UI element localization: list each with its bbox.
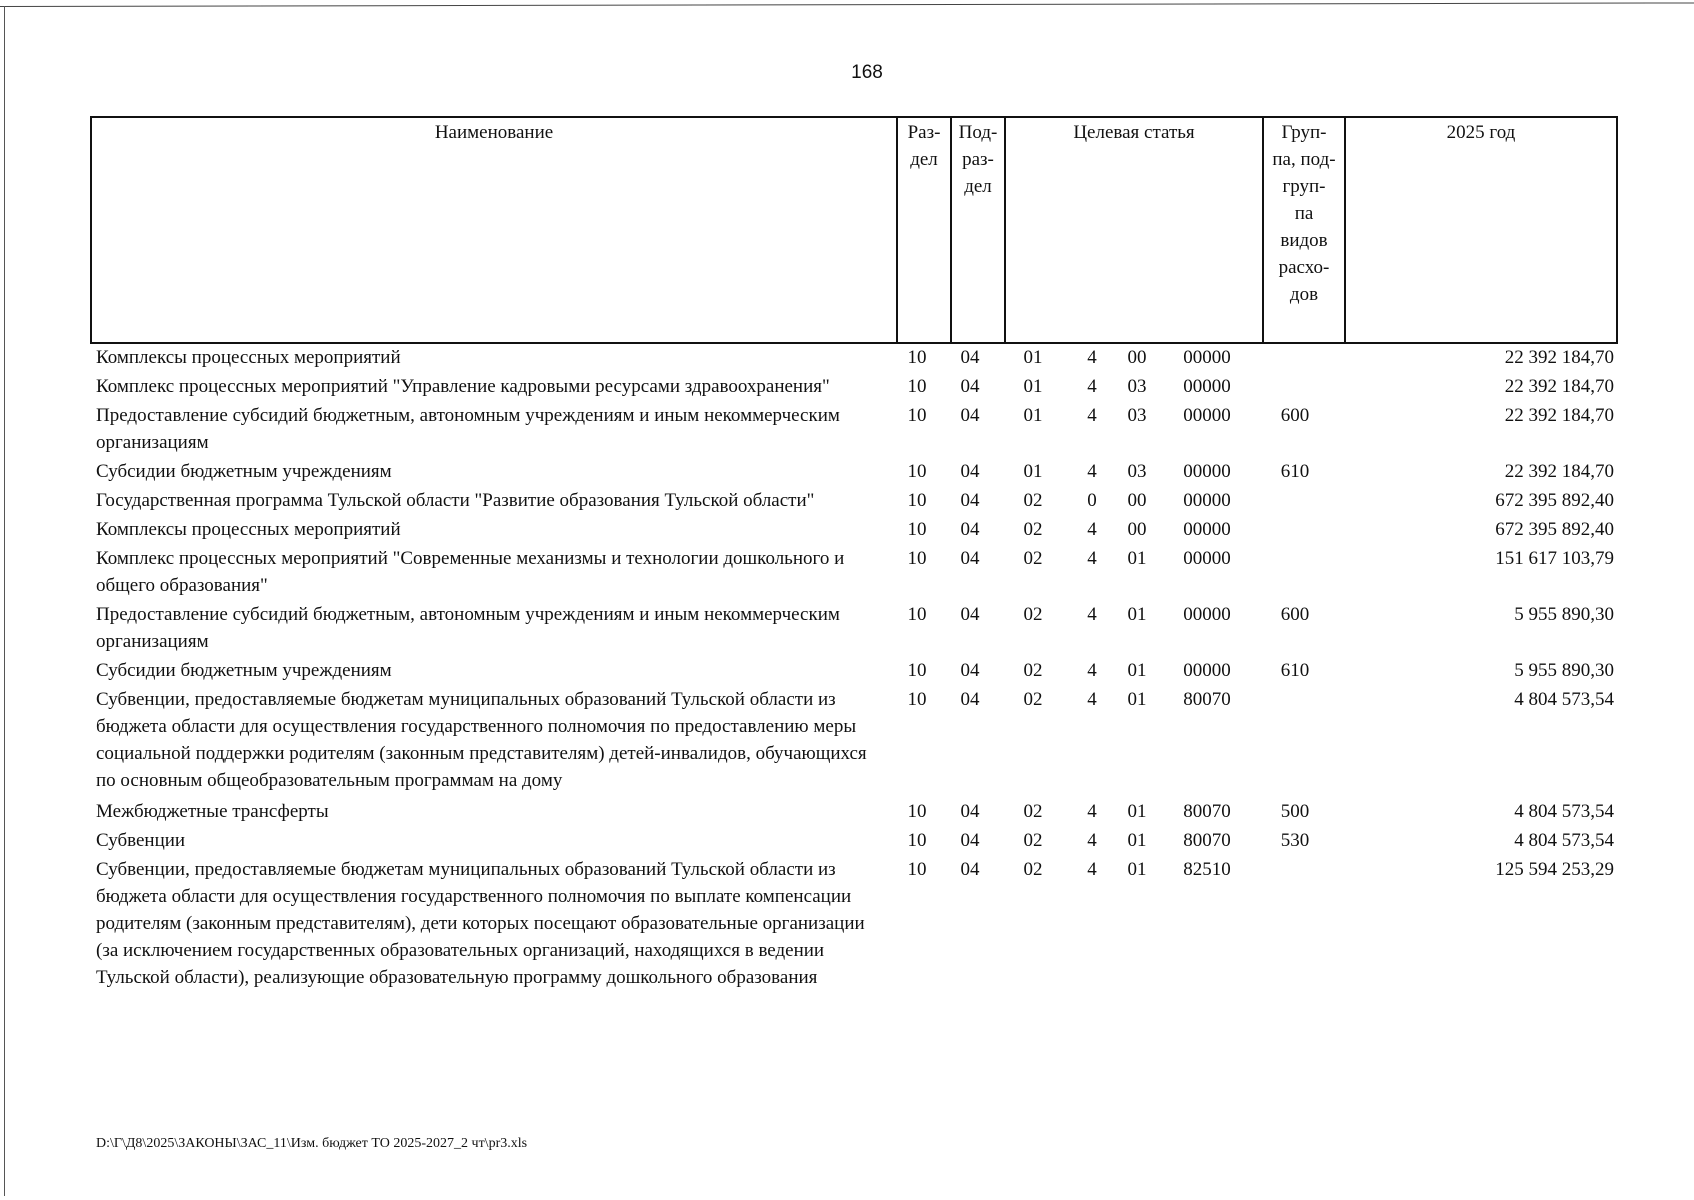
table-row bbox=[0, 458, 1694, 485]
row-razdel: 10 bbox=[907, 490, 927, 511]
row-podrazdel: 04 bbox=[960, 347, 980, 368]
row-target-subprogram: 03 bbox=[1127, 461, 1147, 482]
row-target-subprogram: 01 bbox=[1127, 859, 1147, 880]
row-target-type: 4 bbox=[1087, 689, 1097, 710]
row-target-type: 0 bbox=[1087, 490, 1097, 511]
row-name: Субвенции, предоставляемые бюджетам муниципальных образований Тульской области из бюджета области для осуществления государственного полномочия по предоставлению меры социальной поддержки родителям (законным представителям) детей-инвалидов, обучающихся по основным общеобразовательным программам на дому bbox=[96, 689, 867, 791]
row-target-subprogram: 00 bbox=[1127, 347, 1147, 368]
page-number: 168 bbox=[851, 62, 883, 83]
row-razdel: 10 bbox=[907, 859, 927, 880]
row-target-direction: 80070 bbox=[1183, 689, 1231, 710]
row-target-type: 4 bbox=[1087, 801, 1097, 822]
row-target-type: 4 bbox=[1087, 660, 1097, 681]
row-podrazdel: 04 bbox=[960, 519, 980, 540]
row-razdel: 10 bbox=[907, 376, 927, 397]
row-target-subprogram: 00 bbox=[1127, 490, 1147, 511]
row-target-direction: 00000 bbox=[1183, 376, 1231, 397]
row-razdel: 10 bbox=[907, 830, 927, 851]
row-razdel: 10 bbox=[907, 519, 927, 540]
row-name: Субсидии бюджетным учреждениям bbox=[96, 660, 392, 681]
table-body bbox=[0, 344, 1694, 993]
row-name: Межбюджетные трансферты bbox=[96, 801, 329, 822]
row-razdel: 10 bbox=[907, 405, 927, 426]
header-group-text: Груп- па, под- груп- па видов расхо- дов bbox=[1272, 122, 1336, 305]
row-target-program: 01 bbox=[1023, 461, 1043, 482]
row-razdel: 10 bbox=[907, 604, 927, 625]
row-target-program: 02 bbox=[1023, 604, 1043, 625]
row-target-program: 02 bbox=[1023, 830, 1043, 851]
table-row bbox=[0, 373, 1694, 400]
row-target-type: 4 bbox=[1087, 347, 1097, 368]
row-podrazdel: 04 bbox=[960, 604, 980, 625]
row-target-type: 4 bbox=[1087, 830, 1097, 851]
row-podrazdel: 04 bbox=[960, 548, 980, 569]
row-name: Субвенции, предоставляемые бюджетам муниципальных образований Тульской области из бюджета области для осуществления государственного полномочия по выплате компенсации родителям (законным представителям), дети которых посещают образовательные организации (за исключением государственных образовательных организаций, находящихся в ведении Тульской области), реализующие образовательную программу дошкольного образования bbox=[96, 859, 865, 988]
header-group bbox=[1263, 117, 1345, 343]
row-target-subprogram: 01 bbox=[1127, 660, 1147, 681]
row-target-program: 02 bbox=[1023, 548, 1043, 569]
row-target-type: 4 bbox=[1087, 548, 1097, 569]
table-row bbox=[0, 601, 1694, 655]
row-target-subprogram: 00 bbox=[1127, 519, 1147, 540]
row-target-direction: 00000 bbox=[1183, 548, 1231, 569]
row-expense-group: 610 bbox=[1280, 461, 1310, 482]
row-target-program: 01 bbox=[1023, 405, 1043, 426]
row-target-direction: 00000 bbox=[1183, 660, 1231, 681]
row-expense-group: 600 bbox=[1280, 405, 1310, 426]
table-row bbox=[0, 827, 1694, 854]
row-amount-2025: 4 804 573,54 bbox=[1514, 830, 1614, 851]
row-razdel: 10 bbox=[907, 461, 927, 482]
row-razdel: 10 bbox=[907, 548, 927, 569]
table-row bbox=[0, 487, 1694, 514]
row-target-program: 01 bbox=[1023, 347, 1043, 368]
row-target-subprogram: 03 bbox=[1127, 405, 1147, 426]
row-target-type: 4 bbox=[1087, 519, 1097, 540]
row-name: Комплексы процессных мероприятий bbox=[96, 519, 401, 540]
row-target-subprogram: 01 bbox=[1127, 801, 1147, 822]
row-target-direction: 00000 bbox=[1183, 490, 1231, 511]
row-target-direction: 80070 bbox=[1183, 830, 1231, 851]
row-name: Субсидии бюджетным учреждениям bbox=[96, 461, 392, 482]
row-amount-2025: 22 392 184,70 bbox=[1504, 376, 1614, 397]
header-razdel bbox=[897, 117, 951, 343]
table-row bbox=[0, 856, 1694, 991]
table-header bbox=[90, 116, 1618, 344]
table-row bbox=[0, 657, 1694, 684]
row-expense-group: 600 bbox=[1280, 604, 1310, 625]
footer-file-path: D:\Г\Д8\2025\ЗАКОНЫ\ЗАС_11\Изм. бюджет ТО 2025-2027_2 чт\pr3.xls bbox=[96, 1136, 528, 1151]
row-expense-group: 610 bbox=[1280, 660, 1310, 681]
row-razdel: 10 bbox=[907, 347, 927, 368]
row-name: Предоставление субсидий бюджетным, автономным учреждениям и иным некоммерческим организациям bbox=[96, 405, 840, 453]
row-podrazdel: 04 bbox=[960, 490, 980, 511]
row-target-type: 4 bbox=[1087, 405, 1097, 426]
row-expense-group: 530 bbox=[1280, 830, 1310, 851]
row-amount-2025: 5 955 890,30 bbox=[1514, 604, 1614, 625]
header-podrazdel bbox=[951, 117, 1005, 343]
table-row bbox=[0, 402, 1694, 456]
row-target-direction: 00000 bbox=[1183, 405, 1231, 426]
row-target-direction: 00000 bbox=[1183, 604, 1231, 625]
row-podrazdel: 04 bbox=[960, 859, 980, 880]
header-razdel-text: Раз- дел bbox=[907, 122, 941, 170]
row-name: Комплекс процессных мероприятий "Современные механизмы и технологии дошкольного и общего образования" bbox=[96, 548, 845, 596]
row-podrazdel: 04 bbox=[960, 689, 980, 710]
row-target-type: 4 bbox=[1087, 461, 1097, 482]
row-target-program: 02 bbox=[1023, 519, 1043, 540]
row-target-type: 4 bbox=[1087, 604, 1097, 625]
row-target-program: 01 bbox=[1023, 376, 1043, 397]
row-name: Комплексы процессных мероприятий bbox=[96, 347, 401, 368]
row-target-direction: 00000 bbox=[1183, 519, 1231, 540]
row-razdel: 10 bbox=[907, 660, 927, 681]
row-amount-2025: 151 617 103,79 bbox=[1495, 548, 1614, 569]
row-target-direction: 00000 bbox=[1183, 347, 1231, 368]
table-row bbox=[0, 344, 1694, 371]
row-podrazdel: 04 bbox=[960, 830, 980, 851]
row-amount-2025: 672 395 892,40 bbox=[1495, 490, 1614, 511]
row-amount-2025: 5 955 890,30 bbox=[1514, 660, 1614, 681]
table-row bbox=[0, 798, 1694, 825]
row-amount-2025: 22 392 184,70 bbox=[1504, 405, 1614, 426]
row-target-subprogram: 01 bbox=[1127, 548, 1147, 569]
row-name: Предоставление субсидий бюджетным, автономным учреждениям и иным некоммерческим организациям bbox=[96, 604, 840, 652]
header-year: 2025 год bbox=[1345, 117, 1617, 343]
row-target-subprogram: 01 bbox=[1127, 830, 1147, 851]
table-row bbox=[0, 516, 1694, 543]
row-target-program: 02 bbox=[1023, 490, 1043, 511]
row-expense-group: 500 bbox=[1280, 801, 1310, 822]
row-podrazdel: 04 bbox=[960, 461, 980, 482]
row-target-direction: 82510 bbox=[1183, 859, 1231, 880]
row-name: Государственная программа Тульской области "Развитие образования Тульской области" bbox=[96, 490, 815, 511]
row-razdel: 10 bbox=[907, 689, 927, 710]
row-amount-2025: 4 804 573,54 bbox=[1514, 801, 1614, 822]
row-target-program: 02 bbox=[1023, 859, 1043, 880]
table-row bbox=[0, 545, 1694, 599]
row-amount-2025: 22 392 184,70 bbox=[1504, 461, 1614, 482]
header-name: Наименование bbox=[91, 117, 897, 343]
row-amount-2025: 125 594 253,29 bbox=[1495, 859, 1614, 880]
row-target-subprogram: 01 bbox=[1127, 604, 1147, 625]
row-podrazdel: 04 bbox=[960, 801, 980, 822]
row-target-subprogram: 01 bbox=[1127, 689, 1147, 710]
row-target-subprogram: 03 bbox=[1127, 376, 1147, 397]
row-razdel: 10 bbox=[907, 801, 927, 822]
row-target-program: 02 bbox=[1023, 801, 1043, 822]
row-target-type: 4 bbox=[1087, 859, 1097, 880]
row-target-direction: 00000 bbox=[1183, 461, 1231, 482]
row-podrazdel: 04 bbox=[960, 660, 980, 681]
row-amount-2025: 22 392 184,70 bbox=[1504, 347, 1614, 368]
table-row bbox=[0, 686, 1694, 794]
row-target-direction: 80070 bbox=[1183, 801, 1231, 822]
row-name: Субвенции bbox=[96, 830, 186, 851]
row-target-program: 02 bbox=[1023, 689, 1043, 710]
header-podrazdel-text: Под- раз- дел bbox=[958, 122, 998, 197]
row-podrazdel: 04 bbox=[960, 376, 980, 397]
header-target: Целевая статья bbox=[1005, 117, 1263, 343]
row-amount-2025: 4 804 573,54 bbox=[1514, 689, 1614, 710]
row-target-type: 4 bbox=[1087, 376, 1097, 397]
row-target-program: 02 bbox=[1023, 660, 1043, 681]
row-podrazdel: 04 bbox=[960, 405, 980, 426]
row-name: Комплекс процессных мероприятий "Управление кадровыми ресурсами здравоохранения" bbox=[96, 376, 830, 397]
scan-edge-top bbox=[0, 2, 1694, 7]
row-amount-2025: 672 395 892,40 bbox=[1495, 519, 1614, 540]
